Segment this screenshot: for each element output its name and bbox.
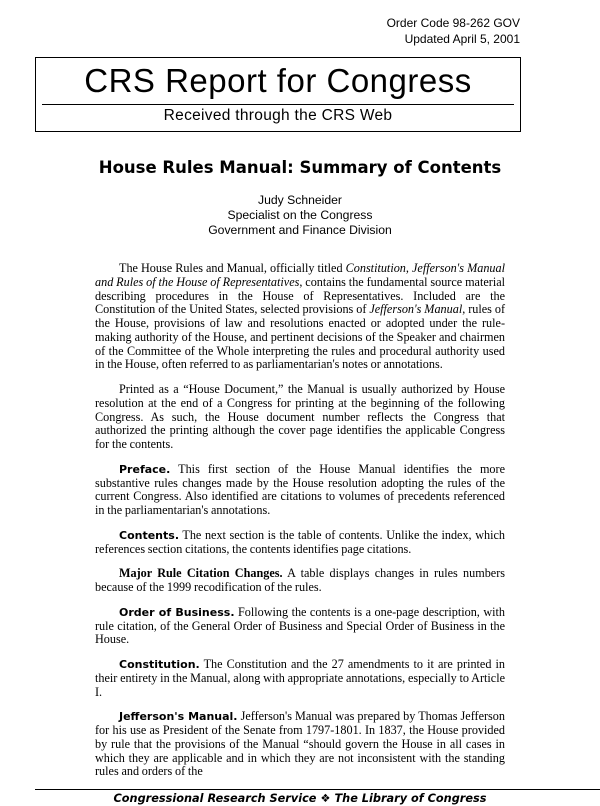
section-head: Constitution. (119, 658, 200, 671)
paragraph-major-changes (95, 567, 505, 595)
banner-title: CRS Report for Congress (84, 62, 472, 99)
section-head: Preface. (119, 462, 171, 476)
text: This first section of the House Manual identifies the more substantive rules changes made by the House resolution adopting the rules of the current Congress. Also identified are citations to volumes of precedents referenced in the parliamentarian's annotations. (95, 461, 505, 517)
footer-divider (35, 789, 600, 806)
italic-title: Jefferson's Manual (369, 302, 463, 317)
footer: Congressional Research Service ❖ The Library of Congress (113, 792, 487, 805)
banner-subtitle: Received through the CRS Web (163, 107, 393, 124)
text: , contains the fundamental source material describing procedures in the House of Representatives. Included are the Constitution of the United States, selected provisions of (95, 274, 505, 317)
section-head: Order of Business. (119, 605, 235, 619)
paragraph-printing: Printed as a “House Document,” the Manual is usually authorized by House resolution at the end of a Congress for printing at the beginning of the following Congress. As such, the House document number reflects the Congress that authorized the printing although the cover page identifies the applicable Congress for the contents. (95, 382, 505, 451)
page-flow (0, 262, 600, 806)
section-head: Contents. (119, 528, 179, 542)
banner-divider (42, 104, 514, 105)
text: Jefferson's Manual was prepared by Thomas Jefferson for his use as President of the Senate from 1797-1801. In 1837, the House provided by rule that the provisions of the Manual “should govern the House in all cases in which they are applicable and in which they are not inconsistent with the standing rules and orders of the (95, 709, 505, 779)
updated-date: Updated April 5, 2001 (404, 32, 520, 46)
section-head: Jefferson's Manual. (119, 710, 238, 724)
author-title: Specialist on the Congress (227, 208, 373, 222)
text: The next section is the table of contents. Unlike the index, which references section citations, the contents identifies page citations. (95, 527, 505, 556)
order-info (387, 15, 520, 47)
document-body (95, 262, 505, 779)
paragraph-order-of-business (95, 606, 505, 647)
author-division: Government and Finance Division (208, 223, 392, 237)
text: The Constitution and the 27 amendments to it are printed in their entirety in the Manual, along with appropriate annotations, especially to Article I. (95, 657, 505, 699)
text: Following the contents is a one-page description, with rule citation, of the General Order of Business and Special Order of Business in the House. (95, 604, 505, 647)
document-title: House Rules Manual: Summary of Contents (98, 158, 502, 177)
author-block (0, 193, 600, 238)
paragraph-jefferson (95, 710, 505, 779)
paragraph-constitution (95, 658, 505, 699)
paragraph-preface (95, 463, 505, 518)
spacer (0, 779, 600, 789)
paragraph-contents (95, 529, 505, 557)
text: A table displays changes in rules numbers because of the 1999 recodification of the rules. (95, 566, 505, 594)
text: , rules of the House, provisions of law and resolutions enacted or adopted under the rule-making authority of the House, and pertinent decisions of the Speaker and chairmen of the Committee of the Whole interpreting the rules and procedural authority used in the House, often referred to as parliamentarian's notes or annotations. (95, 302, 506, 372)
report-banner (35, 57, 521, 132)
order-code: Order Code 98-262 GOV (386, 16, 520, 30)
italic-title: Constitution, Jefferson's Manual and Rules of the House of Representatives (95, 261, 505, 289)
text: The House Rules and Manual, officially titled (119, 261, 346, 275)
section-head: Major Rule Citation Changes. (119, 566, 283, 581)
paragraph-intro (95, 262, 505, 372)
author-name: Judy Schneider (257, 193, 342, 207)
